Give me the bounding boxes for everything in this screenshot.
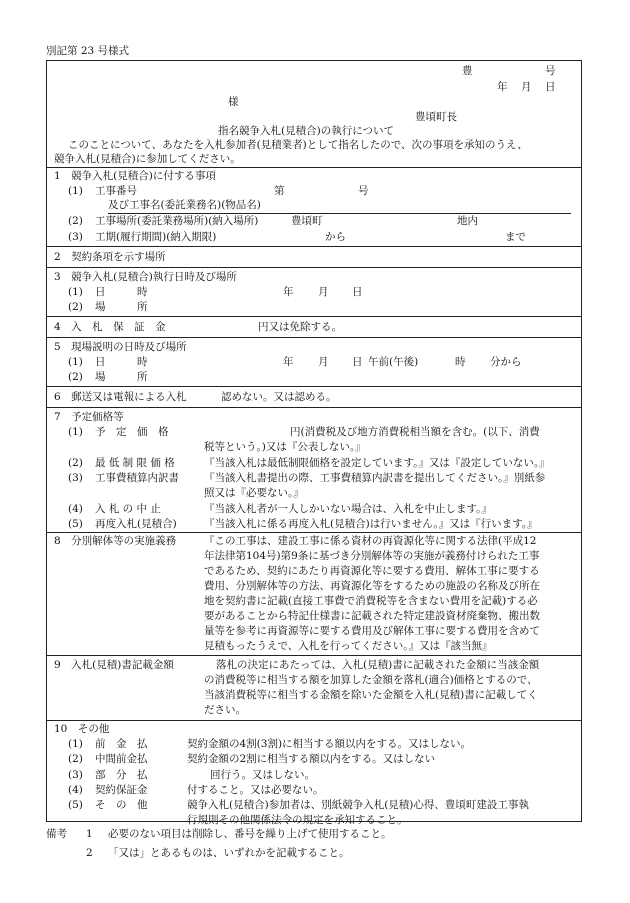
s1-item1-dai: 第 <box>274 185 285 197</box>
s3-nen: 年 <box>283 286 294 298</box>
s10-item4-text: 付すること。又は必要ない。 <box>187 784 324 796</box>
s1-item3-to: まで <box>505 231 526 243</box>
s1-item3-num: (3) <box>68 231 83 243</box>
remarks-text-1: 必要のない項目は削除し、番号を繰り上げて使用すること。 <box>108 828 392 840</box>
s5-item2-num: (2) <box>68 371 83 383</box>
s1-item1-num: (1) <box>68 185 83 197</box>
s5-item2-label: 場 所 <box>95 371 148 383</box>
s4-value: 円又は免除する。 <box>258 321 342 333</box>
s1-heading: 1 競争入札(見積合)に付する事項 <box>54 170 216 182</box>
s7-item3-num: (3) <box>68 472 83 484</box>
doc-number-suffix: 号 <box>545 65 556 77</box>
date-day: 日 <box>545 81 556 93</box>
s5-heading: 5 現場説明の日時及び場所 <box>54 341 187 353</box>
divider <box>46 720 582 721</box>
s8-line: 『この工事は、建設工事に係る資材の再資源化等に関する法律(平成12 <box>204 535 537 547</box>
s6-heading: 6 郵送又は電報による入札 <box>54 391 187 403</box>
remarks-num-1: 1 <box>86 828 93 840</box>
s7-item4-num: (4) <box>68 503 83 515</box>
s9-line: 当該消費税等に相当する金額を除いた金額を入札(見積)書に記載してく <box>204 689 538 701</box>
remarks-label: 備考 <box>46 828 67 840</box>
form-id: 別記第 23 号様式 <box>46 45 130 57</box>
divider <box>46 167 582 168</box>
s1-item2-town: 豊頃町 <box>291 215 323 227</box>
s8-line: 地を契約書に記載(直接工事費で消費税等を含まない費用を記載)する必 <box>204 595 538 607</box>
s1-item1-go: 号 <box>358 185 369 197</box>
intro-line-2: 競争入札(見積合)に参加してください。 <box>54 153 241 165</box>
s7-item3-label: 工事費積算内訳書 <box>95 472 179 484</box>
date-month: 月 <box>521 81 532 93</box>
s7-item5-text: 『当該入札に係る再度入札(見積合)は行いません。』又は『行います。』 <box>204 518 538 530</box>
doc-number-prefix: 豊 <box>462 65 473 77</box>
s8-line: であるため、契約にあたり再資源化等に要する費用、解体工事に要する <box>204 565 540 577</box>
s10-item5-text1: 競争入札(見積合)参加者は、別紙競争入札(見積)心得、豊頃町建設工事執 <box>187 799 529 811</box>
s5-hi: 日 <box>352 356 363 368</box>
s1-item3-label: 工期(履行期間)(納入期限) <box>95 231 217 243</box>
s8-line: 年法律第104号)第9条に基づき分別解体等の実施が義務付けられた工事 <box>204 550 540 562</box>
s8-heading: 8 分別解体等の実施義務 <box>54 535 177 547</box>
divider <box>46 316 582 317</box>
s10-item1-text: 契約金額の4割(3割)に相当する額以内をする。又はしない。 <box>187 738 472 750</box>
s10-item2-num: (2) <box>68 753 83 765</box>
document-title: 指名競争入札(見積合)の執行について <box>218 125 394 137</box>
s8-line: 見積もったうえで、入札を行ってください。』又は『該当無』 <box>204 640 493 652</box>
s7-item3-text2: 照又は『必要ない。』 <box>204 487 304 499</box>
s10-item4-label: 契約保証金 <box>95 784 148 796</box>
s5-tsuki: 月 <box>318 356 329 368</box>
divider <box>46 407 582 408</box>
s7-item5-label: 再度入札(見積合) <box>95 518 177 530</box>
s1-item1-label: 工事番号 <box>95 185 137 197</box>
s7-item2-label: 最 低 制 限 価 格 <box>95 457 175 469</box>
s5-gozen: 午前(午後) <box>368 356 419 368</box>
s1-item2-nai: 地内 <box>457 215 478 227</box>
s7-item1-label: 予 定 価 格 <box>95 426 169 438</box>
s7-item2-text: 『当該入札は最低制限価格を設定しています。』又は『設定していない。』 <box>204 457 550 469</box>
s3-item2-label: 場 所 <box>95 301 148 313</box>
sender: 豊頃町長 <box>415 111 457 123</box>
s10-item2-label: 中間前金払 <box>95 753 148 765</box>
s3-heading: 3 競争入札(見積合)執行日時及び場所 <box>54 271 237 283</box>
s8-line: 費用、分別解体等の方法、再資源化等をするための施設の名称及び所在 <box>204 580 540 592</box>
s7-item2-num: (2) <box>68 457 83 469</box>
divider <box>46 655 582 656</box>
s10-heading: 10 その他 <box>54 723 110 735</box>
s1-item2-label: 工事場所(委託業務場所)(納入場所) <box>95 215 259 227</box>
s5-item1-num: (1) <box>68 356 83 368</box>
s1-item2-num: (2) <box>68 215 83 227</box>
s4-heading: 4 入 札 保 証 金 <box>54 321 166 333</box>
s5-nen: 年 <box>283 356 294 368</box>
s3-item1-num: (1) <box>68 286 83 298</box>
s3-item1-label: 日 時 <box>95 286 148 298</box>
s8-line: 要があることから特記仕様書に記載された特定建設資材廃棄物、搬出数 <box>204 610 540 622</box>
s3-item2-num: (2) <box>68 301 83 313</box>
s7-heading: 7 予定価格等 <box>54 411 124 423</box>
divider <box>46 337 582 338</box>
s6-value: 認めない。又は認める。 <box>221 391 337 403</box>
s1-item1-label2: 及び工事名(委託業務名)(物品名) <box>108 198 571 214</box>
s3-tsuki: 月 <box>318 286 329 298</box>
s10-item5-label: そ の 他 <box>95 799 148 811</box>
s10-item1-num: (1) <box>68 738 83 750</box>
s10-item1-label: 前 金 払 <box>95 738 148 750</box>
s10-item2-text: 契約金額の2割に相当する額以内をする。又はしない <box>187 753 436 765</box>
s2-heading: 2 契約条項を示す場所 <box>54 251 166 263</box>
s9-line: 落札の決定にあたっては、入札(見積)書に記載された金額に当該金額 <box>216 659 540 671</box>
divider <box>46 386 582 387</box>
addressee-suffix: 様 <box>228 96 239 108</box>
s10-item5-text2: 行規則その他関係法令の規定を承知すること。 <box>187 814 408 826</box>
s9-line: の消費税等に相当する額を加算した金額を落札(適合)価格とするので、 <box>204 674 538 686</box>
s9-heading: 9 入札(見積)書記載金額 <box>54 659 174 671</box>
s9-line: ださい。 <box>204 704 246 716</box>
s7-item1-text2: 税等という。)又は『公表しない。』 <box>204 441 366 453</box>
s8-line: 量等を参考に再資源等に要する費用及び解体工事に要する費用を含めて <box>204 625 540 637</box>
s7-item1-text1: 円(消費税及び地方消費税相当額を含む。(以下、消費 <box>290 426 540 438</box>
s10-item3-num: (3) <box>68 769 83 781</box>
remarks-text-2: 「又は」とあるものは、いずれかを記載すること。 <box>108 847 350 859</box>
s1-item3-from: から <box>325 231 346 243</box>
divider <box>46 246 582 247</box>
divider <box>46 532 582 533</box>
s3-hi: 日 <box>352 286 363 298</box>
divider <box>46 267 582 268</box>
s7-item4-label: 入 札 の 中 止 <box>95 503 161 515</box>
s7-item4-text: 『当該入札者が一人しかいない場合は、入札を中止します。』 <box>204 503 492 515</box>
s5-fun: 分から <box>490 356 522 368</box>
s5-ji: 時 <box>455 356 466 368</box>
intro-line-1: このことについて、あなたを入札参加者(見積業者)として指名したので、次の事項を承知のうえ、 <box>68 139 528 151</box>
s10-item5-num: (5) <box>68 799 83 811</box>
s7-item5-num: (5) <box>68 518 83 530</box>
remarks-num-2: 2 <box>86 847 93 859</box>
date-year: 年 <box>497 81 508 93</box>
s10-item3-text: 回行う。又はしない。 <box>210 769 315 781</box>
s10-item3-label: 部 分 払 <box>95 769 148 781</box>
s5-item1-label: 日 時 <box>95 356 148 368</box>
s10-item4-num: (4) <box>68 784 83 796</box>
s7-item1-num: (1) <box>68 426 83 438</box>
s7-item3-text1: 『当該入札書提出の際、工事費積算内訳書を提出してください。』別紙参 <box>204 472 546 484</box>
